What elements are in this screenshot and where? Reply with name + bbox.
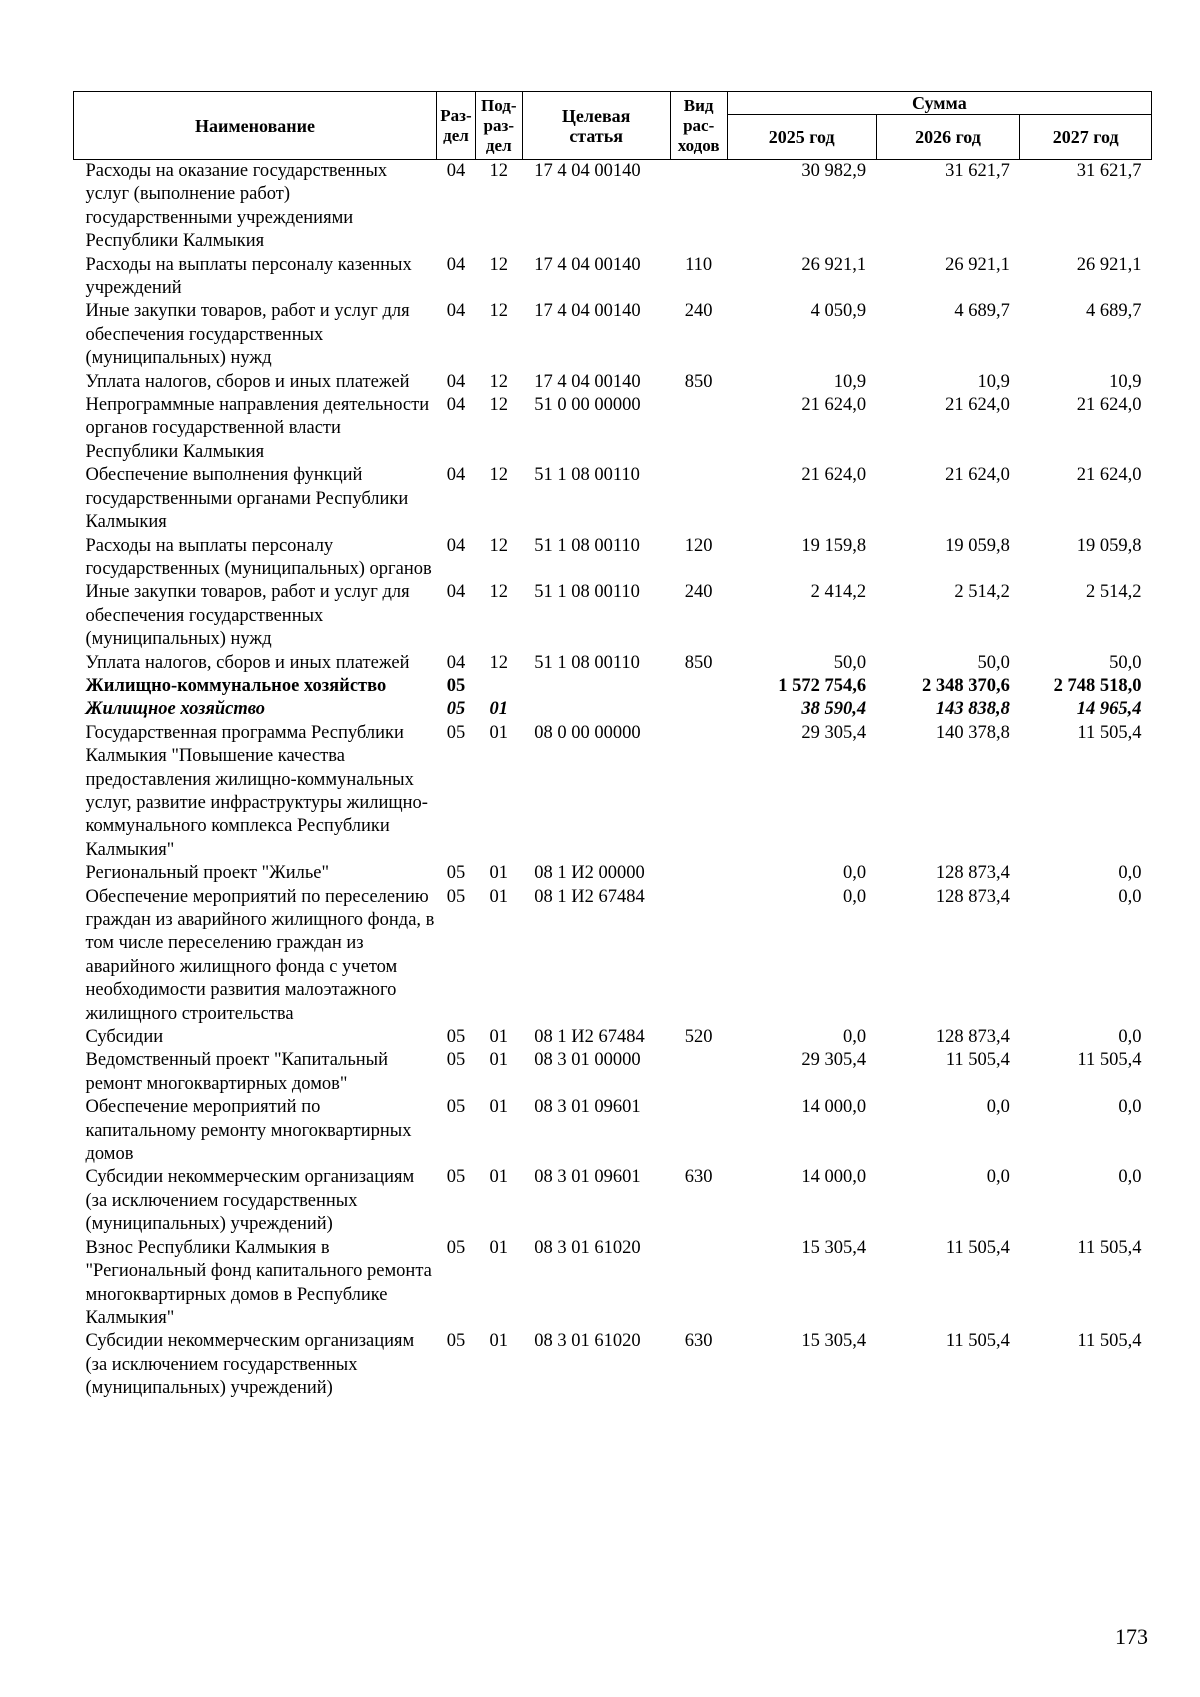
cell-razdel: 05 — [446, 699, 466, 720]
cell-sum-2025: 1 572 754,6 — [778, 675, 867, 696]
cell-razdel: 04 — [446, 395, 466, 416]
cell-vid-rashodov — [670, 1096, 727, 1166]
cell-podrazdel: 01 — [489, 722, 509, 743]
table-row — [74, 862, 1152, 885]
cell-podrazdel: 12 — [489, 301, 509, 322]
cell-sum-2027: 21 624,0 — [1076, 395, 1142, 416]
cell-celevaya-statya: 51 1 08 00110 — [534, 535, 640, 556]
cell-sum-2027: 11 505,4 — [1077, 722, 1142, 743]
table-row — [74, 722, 1152, 862]
cell-sum-2026: 128 873,4 — [935, 886, 1010, 907]
cell-sum-2027: 10,9 — [1109, 371, 1142, 392]
cell-name: Субсидии — [85, 1027, 164, 1048]
cell-razdel: 04 — [446, 535, 466, 556]
cell-sum-2026: 143 838,8 — [935, 699, 1010, 720]
cell-sum-2025: 21 624,0 — [801, 465, 867, 486]
cell-celevaya-statya: 17 4 04 00140 — [534, 301, 641, 322]
cell-razdel: 04 — [446, 161, 466, 181]
cell-celevaya-statya: 08 3 01 61020 — [534, 1237, 641, 1258]
cell-sum-2025: 2 414,2 — [810, 582, 867, 603]
cell-name: Уплата налогов, сборов и иных платежей — [85, 652, 410, 673]
header-name: Наименование — [74, 92, 437, 160]
cell-razdel: 05 — [446, 1167, 466, 1188]
cell-sum-2025: 4 050,9 — [810, 301, 867, 322]
cell-podrazdel: 01 — [489, 1050, 509, 1071]
cell-sum-2027: 4 689,7 — [1086, 301, 1142, 322]
cell-vid-rashodov: 630 — [684, 1331, 713, 1352]
cell-sum-2026: 31 621,7 — [945, 161, 1010, 181]
cell-podrazdel: 12 — [489, 395, 509, 416]
cell-razdel: 05 — [446, 863, 466, 884]
cell-celevaya-statya: 08 1 И2 00000 — [534, 863, 645, 884]
cell-podrazdel: 01 — [489, 886, 509, 907]
table-row — [74, 371, 1152, 394]
cell-celevaya-statya: 17 4 04 00140 — [534, 371, 641, 392]
cell-name: Расходы на оказание государственных услуг (выполнение работ) государственными учреждениями Республики Калмыкия — [85, 161, 388, 252]
table-row — [74, 1237, 1152, 1331]
cell-sum-2025: 26 921,1 — [801, 254, 867, 275]
cell-vid-rashodov — [670, 862, 727, 885]
cell-sum-2026: 128 873,4 — [935, 1027, 1010, 1048]
cell-podrazdel: 01 — [489, 1167, 509, 1188]
cell-podrazdel: 01 — [489, 1027, 509, 1048]
cell-sum-2025: 15 305,4 — [801, 1237, 867, 1258]
table-row — [74, 1330, 1152, 1400]
cell-vid-rashodov — [670, 160, 727, 254]
header-2025: 2025 год — [727, 115, 876, 160]
cell-sum-2026: 21 624,0 — [945, 465, 1010, 486]
cell-vid-rashodov: 110 — [685, 254, 713, 275]
table-row — [74, 1166, 1152, 1236]
cell-vid-rashodov — [670, 394, 727, 464]
cell-celevaya-statya: 51 1 08 00110 — [534, 652, 640, 673]
cell-vid-rashodov — [670, 722, 727, 862]
cell-podrazdel: 12 — [489, 535, 509, 556]
cell-sum-2025: 21 624,0 — [801, 395, 867, 416]
cell-podrazdel: 12 — [489, 371, 509, 392]
cell-podrazdel: 01 — [489, 1331, 509, 1352]
table-row — [74, 698, 1152, 721]
header-summa: Сумма — [727, 92, 1151, 115]
cell-sum-2025: 29 305,4 — [801, 722, 867, 743]
cell-razdel: 05 — [446, 675, 466, 696]
cell-sum-2025: 15 305,4 — [801, 1331, 867, 1352]
cell-celevaya-statya: 08 3 01 61020 — [534, 1331, 641, 1352]
cell-sum-2026: 11 505,4 — [945, 1237, 1010, 1258]
table-row — [74, 1026, 1152, 1049]
cell-sum-2027: 0,0 — [1118, 886, 1142, 907]
cell-vid-rashodov — [670, 886, 727, 1026]
cell-vid-rashodov — [670, 698, 727, 721]
cell-sum-2027: 0,0 — [1118, 1097, 1142, 1118]
cell-vid-rashodov: 850 — [684, 652, 713, 673]
cell-celevaya-statya: 17 4 04 00140 — [534, 254, 641, 275]
cell-sum-2027: 31 621,7 — [1076, 161, 1142, 181]
cell-celevaya-statya: 08 3 01 00000 — [534, 1050, 641, 1071]
cell-sum-2027: 19 059,8 — [1076, 535, 1142, 556]
cell-sum-2026: 0,0 — [986, 1097, 1010, 1118]
cell-name: Уплата налогов, сборов и иных платежей — [85, 371, 410, 392]
cell-sum-2025: 0,0 — [842, 863, 867, 884]
cell-sum-2026: 2 348 370,6 — [922, 675, 1010, 696]
cell-name: Субсидии некоммерческим организациям (за исключением государственных (муниципальных) учреждений) — [85, 1167, 415, 1235]
cell-vid-rashodov: 240 — [684, 582, 713, 603]
cell-vid-rashodov — [670, 1049, 727, 1096]
cell-razdel: 05 — [446, 1237, 466, 1258]
cell-razdel: 04 — [446, 254, 466, 275]
cell-podrazdel — [475, 675, 522, 698]
cell-sum-2027: 11 505,4 — [1077, 1050, 1142, 1071]
cell-sum-2026: 21 624,0 — [945, 395, 1010, 416]
table-row — [74, 394, 1152, 464]
cell-sum-2026: 128 873,4 — [935, 863, 1010, 884]
table-row — [74, 652, 1152, 675]
header-podrazdel: Под- раз- дел — [475, 92, 522, 160]
cell-celevaya-statya: 08 1 И2 67484 — [534, 886, 645, 907]
cell-sum-2025: 0,0 — [842, 1027, 867, 1048]
cell-vid-rashodov — [670, 1237, 727, 1331]
cell-sum-2025: 14 000,0 — [801, 1097, 867, 1118]
cell-name: Расходы на выплаты персоналу казенных учреждений — [85, 254, 412, 299]
table-row — [74, 675, 1152, 698]
cell-name: Иные закупки товаров, работ и услуг для обеспечения государственных (муниципальных) нужд — [85, 582, 410, 650]
budget-table — [73, 91, 1152, 1401]
cell-sum-2027: 2 514,2 — [1086, 582, 1142, 603]
cell-vid-rashodov: 850 — [684, 371, 713, 392]
cell-celevaya-statya: 08 3 01 09601 — [534, 1167, 641, 1188]
table-row — [74, 1049, 1152, 1096]
cell-podrazdel: 12 — [489, 254, 509, 275]
document-page — [73, 91, 1152, 1401]
cell-name: Жилищно-коммунальное хозяйство — [85, 675, 387, 696]
cell-vid-rashodov: 630 — [684, 1167, 713, 1188]
cell-podrazdel: 12 — [489, 652, 509, 673]
cell-sum-2027: 0,0 — [1118, 1027, 1142, 1048]
cell-name: Региональный проект "Жилье" — [85, 863, 330, 884]
cell-sum-2027: 11 505,4 — [1077, 1237, 1142, 1258]
cell-sum-2027: 14 965,4 — [1076, 699, 1142, 720]
cell-razdel: 04 — [446, 582, 466, 603]
table-row — [74, 886, 1152, 1026]
cell-sum-2026: 2 514,2 — [954, 582, 1010, 603]
cell-name: Обеспечение выполнения функций государственными органами Республики Калмыкия — [85, 465, 409, 533]
header-celevaya-statya: Целевая статья — [522, 92, 670, 160]
cell-celevaya-statya: 08 0 00 00000 — [534, 722, 641, 743]
cell-celevaya-statya: 51 0 00 00000 — [534, 395, 641, 416]
cell-sum-2025: 50,0 — [833, 652, 867, 673]
cell-sum-2025: 19 159,8 — [801, 535, 867, 556]
cell-sum-2026: 11 505,4 — [945, 1050, 1010, 1071]
cell-vid-rashodov — [670, 675, 727, 698]
cell-name: Обеспечение мероприятий по переселению граждан из аварийного жилищного фонда, в том числе переселению граждан из аварийного жилищного фонда с учетом необходимости развития малоэтажного жилищного строительства — [85, 886, 435, 1024]
table-header — [74, 92, 1152, 160]
cell-celevaya-statya: 08 3 01 09601 — [534, 1097, 641, 1118]
cell-podrazdel: 12 — [489, 582, 509, 603]
cell-sum-2025: 0,0 — [842, 886, 867, 907]
cell-name: Субсидии некоммерческим организациям (за исключением государственных (муниципальных) учреждений) — [85, 1331, 415, 1399]
cell-sum-2025: 29 305,4 — [801, 1050, 867, 1071]
cell-razdel: 05 — [446, 1097, 466, 1118]
cell-razdel: 05 — [446, 1027, 466, 1048]
cell-name: Иные закупки товаров, работ и услуг для обеспечения государственных (муниципальных) нужд — [85, 301, 410, 369]
cell-razdel: 04 — [446, 465, 466, 486]
cell-celevaya-statya: 17 4 04 00140 — [534, 161, 641, 181]
cell-sum-2026: 50,0 — [977, 652, 1010, 673]
cell-sum-2027: 21 624,0 — [1076, 465, 1142, 486]
table-row — [74, 300, 1152, 370]
header-2027: 2027 год — [1020, 115, 1152, 160]
cell-name: Непрограммные направления деятельности органов государственной власти Республики Калмыкия — [85, 395, 430, 462]
cell-sum-2027: 0,0 — [1118, 863, 1142, 884]
table-row — [74, 160, 1152, 254]
table-row — [74, 535, 1152, 582]
cell-podrazdel: 01 — [489, 1237, 509, 1258]
table-row — [74, 581, 1152, 651]
cell-name: Жилищное хозяйство — [85, 699, 266, 720]
cell-vid-rashodov: 240 — [684, 301, 713, 322]
cell-podrazdel: 01 — [489, 699, 509, 720]
cell-razdel: 05 — [446, 1050, 466, 1071]
cell-razdel: 04 — [446, 301, 466, 322]
cell-celevaya-statya: 08 1 И2 67484 — [534, 1027, 645, 1048]
cell-sum-2026: 0,0 — [986, 1167, 1010, 1188]
cell-sum-2026: 140 378,8 — [935, 722, 1010, 743]
cell-celevaya-statya — [522, 698, 670, 721]
cell-sum-2026: 19 059,8 — [945, 535, 1010, 556]
cell-name: Взнос Республики Калмыкия в "Региональный фонд капитального ремонта многоквартирных домов в Республике Калмыкия" — [85, 1237, 432, 1328]
cell-razdel: 04 — [446, 371, 466, 392]
cell-sum-2025: 14 000,0 — [801, 1167, 867, 1188]
cell-name: Расходы на выплаты персоналу государственных (муниципальных) органов — [85, 535, 432, 579]
cell-sum-2027: 2 748 518,0 — [1053, 675, 1142, 696]
cell-podrazdel: 01 — [489, 1097, 509, 1118]
cell-podrazdel: 12 — [489, 161, 509, 181]
cell-name: Государственная программа Республики Калмыкия "Повышение качества предоставления жилищно-коммунальных услуг, развитие инфраструктуры жилищно-коммунального комплекса Республики Калмыкия" — [85, 722, 428, 860]
cell-name: Обеспечение мероприятий по капитальному ремонту многоквартирных домов — [85, 1097, 412, 1165]
page-number: 173 — [1115, 1624, 1148, 1649]
header-razdel: Раз- дел — [437, 92, 476, 160]
cell-sum-2025: 38 590,4 — [801, 699, 867, 720]
cell-vid-rashodov — [670, 464, 727, 534]
cell-vid-rashodov: 520 — [684, 1027, 713, 1048]
table-row — [74, 464, 1152, 534]
cell-celevaya-statya: 51 1 08 00110 — [534, 465, 640, 486]
cell-sum-2026: 26 921,1 — [945, 254, 1010, 275]
cell-razdel: 05 — [446, 886, 466, 907]
cell-podrazdel: 12 — [489, 465, 509, 486]
cell-sum-2026: 4 689,7 — [954, 301, 1010, 322]
cell-celevaya-statya: 51 1 08 00110 — [534, 582, 640, 603]
cell-celevaya-statya — [522, 675, 670, 698]
cell-razdel: 05 — [446, 722, 466, 743]
cell-sum-2027: 26 921,1 — [1076, 254, 1142, 275]
cell-sum-2027: 0,0 — [1118, 1167, 1142, 1188]
cell-sum-2027: 11 505,4 — [1077, 1331, 1142, 1352]
table-body — [74, 160, 1152, 1401]
table-row — [74, 1096, 1152, 1166]
cell-razdel: 05 — [446, 1331, 466, 1352]
cell-name: Ведомственный проект "Капитальный ремонт многоквартирных домов" — [85, 1050, 389, 1094]
cell-sum-2026: 10,9 — [977, 371, 1010, 392]
cell-sum-2026: 11 505,4 — [945, 1331, 1010, 1352]
cell-sum-2025: 30 982,9 — [801, 161, 867, 181]
cell-podrazdel: 01 — [489, 863, 509, 884]
cell-sum-2025: 10,9 — [833, 371, 867, 392]
cell-sum-2027: 50,0 — [1109, 652, 1142, 673]
cell-razdel: 04 — [446, 652, 466, 673]
header-vid-rashodov: Вид рас- ходов — [670, 92, 727, 160]
header-2026: 2026 год — [876, 115, 1020, 160]
table-row — [74, 254, 1152, 301]
cell-vid-rashodov: 120 — [684, 535, 713, 556]
